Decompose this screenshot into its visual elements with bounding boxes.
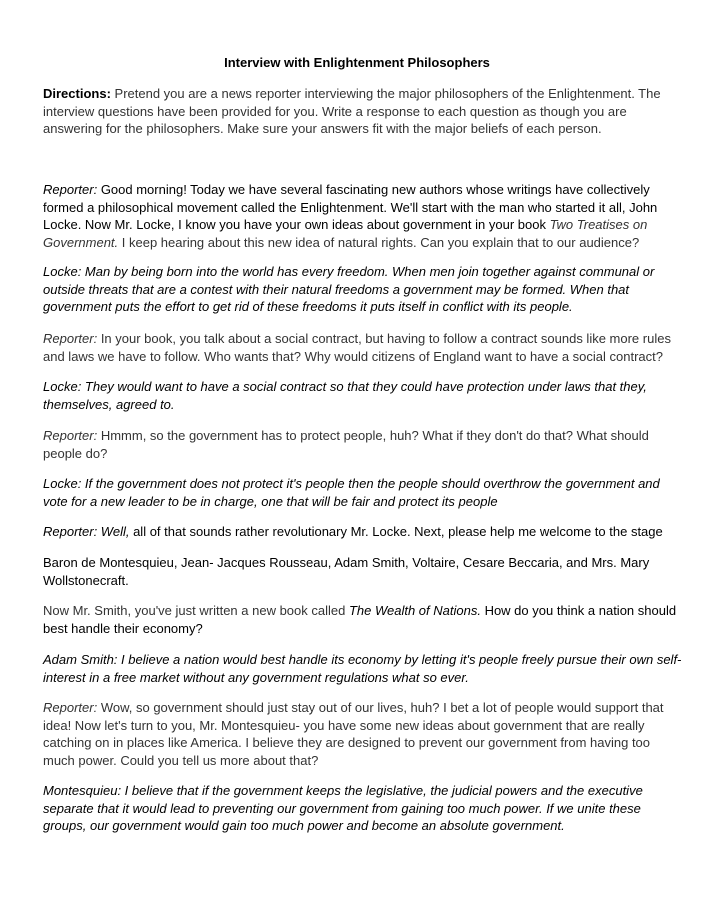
locke-answer-1: Locke: Man by being born into the world has every freedom. When men join together against communal or outside threats that are a contest with their natural freedoms a government may be formed. When that government puts the effort to get rid of these freedoms it puts itself in conflict with its people. [43,264,655,314]
book-title: Two Treatises on Government. [43,217,648,250]
question-text: Hmmm, so the government has to protect people, huh? What if they don't do that? What should people do? [43,428,649,461]
reporter-question-1 [43,181,683,251]
directions [43,85,683,138]
smith-answer: Adam Smith: I believe a nation would best handle its economy by letting it's people freely pursue their own self-interest in a free market without any government regulations what so ever. [43,652,682,685]
reporter-question-6 [43,699,683,769]
locke-answer-2: Locke: They would want to have a social contract so that they could have protection under laws that they, themselves, agreed to. [43,379,647,412]
reporter-question-5 [43,602,683,637]
guest-list: Baron de Montesquieu, Jean- Jacques Rousseau, Adam Smith, Voltaire, Cesare Beccaria, and Mrs. Mary Wollstonecraft. [43,555,650,588]
question-text: In your book, you talk about a social contract, but having to follow a contract sounds like more rules and laws we have to follow. Who wants that? Why would citizens of England want to have a social contract? [43,331,671,364]
book-title: The Wealth of Nations. [348,603,481,618]
directions-label: Directions: [43,86,111,101]
question-text-cont: I keep hearing about this new idea of natural rights. Can you explain that to our audience? [118,234,640,250]
speaker-label: Reporter: [43,428,98,443]
question-text: Now Mr. Smith, you've just written a new book called [43,603,349,618]
question-text: all of that sounds rather revolutionary Mr. Locke. Next, please help me welcome to the stage [129,524,663,539]
montesquieu-answer: Montesquieu: I believe that if the government keeps the legislative, the judicial powers and the executive separate that it would lead to preventing our government from gaining too much power. If we unite these groups, our government would gain too much power and become an absolute government. [43,783,643,833]
reporter-question-3 [43,427,683,462]
speaker-label: Reporter: [43,700,98,715]
speaker-label: Reporter: [43,182,98,197]
speaker-label: Reporter: [43,331,98,346]
speaker-label: Reporter: Well, [43,524,130,539]
question-text: Good morning! Today we have several fascinating new authors whose writings have collectively formed a philosophical movement called the Enlightenment. We'll start with the man who started it all, John Locke. Now Mr. Locke, I know you have your own ideas about government in your book [43,182,658,232]
question-text: Wow, so government should just stay out of our lives, huh? I bet a lot of people would support that idea! Now let's turn to you, Mr. Montesquieu- you have some new ideas about government that are really catching on in places like America. I believe they are designed to prevent our government from having too much power. Could you tell us more about that? [43,700,664,768]
reporter-question-4 [43,523,683,541]
page-title: Interview with Enlightenment Philosophers [224,55,490,70]
question-text-cont: How do you think a nation should best handle their economy? [43,603,677,636]
reporter-question-2 [43,330,683,365]
locke-answer-3: Locke: If the government does not protect it's people then the people should overthrow the government and vote for a new leader to be in charge, one that will be fair and protect its people [43,476,660,509]
directions-text: Pretend you are a news reporter interviewing the major philosophers of the Enlightenment. The interview questions have been provided for you. Write a response to each question as though you are answering for the philosophers. Make sure your answers fit with the major beliefs of each person. [43,86,661,136]
